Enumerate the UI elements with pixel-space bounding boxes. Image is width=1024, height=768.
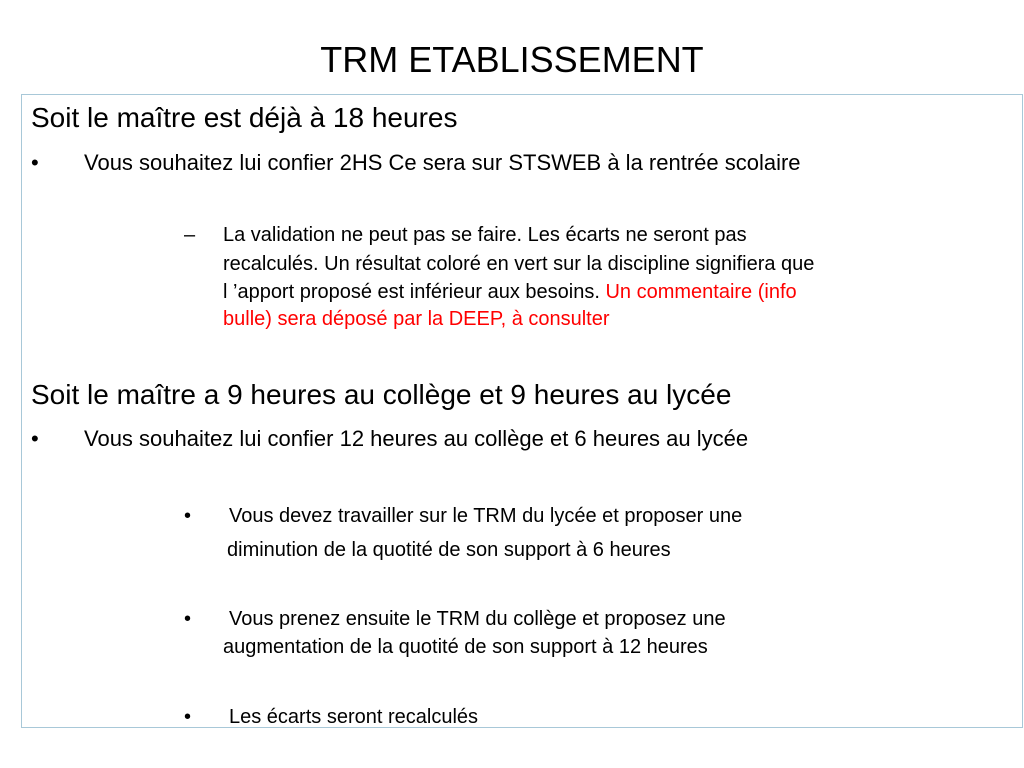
case2-bullet-text: Vous souhaitez lui confier 12 heures au collège et 6 heures au lycée <box>84 426 749 451</box>
case1-detail-line-3 <box>223 278 797 307</box>
case2-sub1-marker: • <box>184 505 192 527</box>
case1-heading: Soit le maître est déjà à 18 heures <box>31 102 458 133</box>
case2-sub1-line-1: Vous devez travailler sur le TRM du lycée et proposer une <box>229 505 743 527</box>
case2-sub3-marker: • <box>184 706 192 728</box>
case2-bullet-marker: • <box>31 426 39 451</box>
case2-sub2-line-2: augmentation de la quotité de son support à 12 heures <box>223 636 708 658</box>
slide-title: TRM ETABLISSEMENT <box>320 39 704 80</box>
case2-heading: Soit le maître a 9 heures au collège et 9 heures au lycée <box>31 379 732 410</box>
case1-detail-line-2: recalculés. Un résultat coloré en vert sur la discipline signifiera que <box>223 253 815 275</box>
case1-detail-red-text-2: bulle) sera déposé par la DEEP, à consulter <box>223 308 610 330</box>
case1-detail-line-1: La validation ne peut pas se faire. Les écarts ne seront pas <box>223 224 747 246</box>
case1-bullet-marker: • <box>31 150 39 175</box>
case2-sub2-marker: • <box>184 608 192 630</box>
case1-dash-marker: – <box>184 224 196 246</box>
case2-sub2-line-1: Vous prenez ensuite le TRM du collège et proposez une <box>229 608 726 630</box>
case1-detail-text: l ’apport proposé est inférieur aux besoins. <box>223 281 600 303</box>
case2-sub1-line-2: diminution de la quotité de son support à 6 heures <box>227 539 671 561</box>
case1-bullet-text: Vous souhaitez lui confier 2HS Ce sera sur STSWEB à la rentrée scolaire <box>84 150 801 175</box>
case2-sub3-text: Les écarts seront recalculés <box>229 706 479 728</box>
case1-detail-red-text-1: Un commentaire (info <box>605 281 797 303</box>
